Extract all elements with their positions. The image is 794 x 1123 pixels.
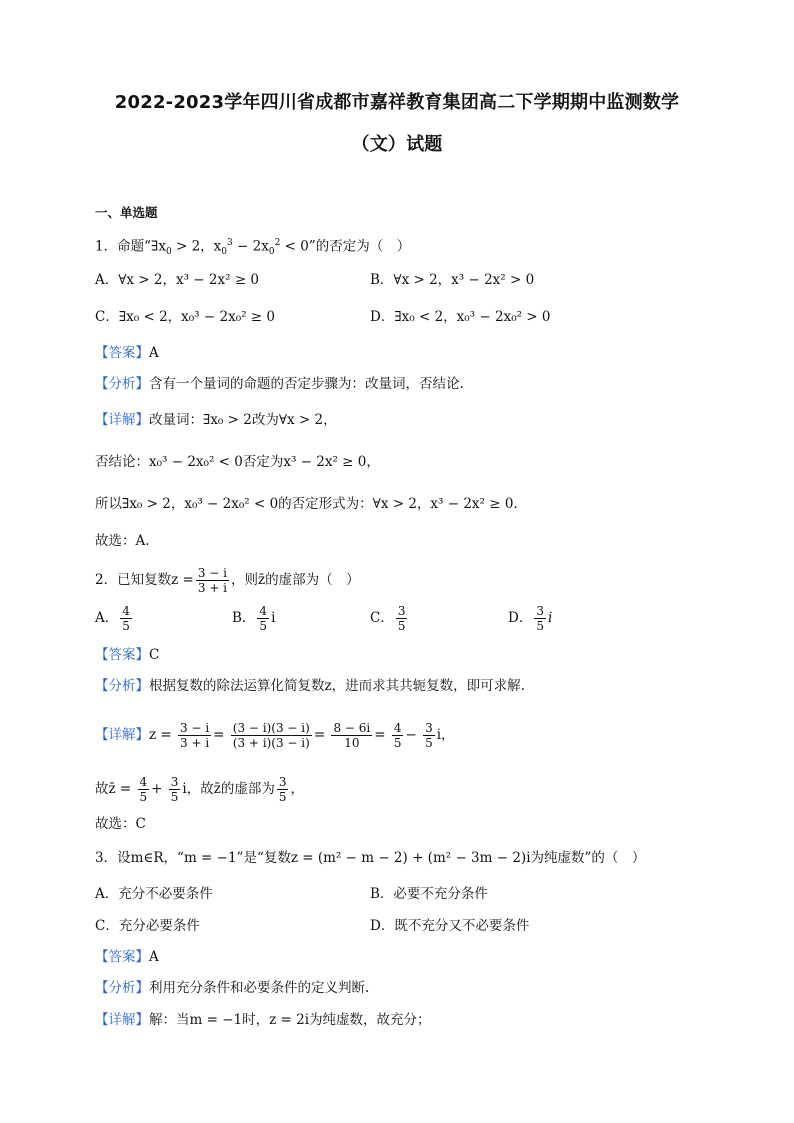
q2-analysis: 【分析】根据复数的除法运算化简复数z，进而求其共轭复数，即可求解. [95, 678, 525, 694]
q3-option-c: C．充分必要条件 [95, 918, 200, 934]
q1-detail-3: 所以∃x₀ > 2，x₀³ − 2x₀² < 0的否定形式为：∀x > 2，x³ − 2x² ≥ 0. [95, 496, 518, 512]
q2-answer: 【答案】C [95, 647, 160, 663]
q3-stem: 3．设m∈R，“m = −1”是“复数z = (m² − m − 2) + (m² − 3m − 2)i为纯虚数”的（ ） [95, 850, 646, 866]
q2-option-c: C． $\frac{3}{5}$ [370, 604, 406, 633]
q2-choose: 故选：C [95, 816, 146, 832]
q1-detail-1: 【详解】改量词：∃x₀ > 2改为∀x > 2， [95, 412, 337, 428]
q1-answer: 【答案】A [95, 345, 159, 361]
q1-detail-2: 否结论：x₀³ − 2x₀² < 0否定为x³ − 2x² ≥ 0， [95, 454, 380, 470]
q1-option-d: D．∃x₀ < 2，x₀³ − 2x₀² > 0 [370, 309, 551, 325]
q3-option-a: A．充分不必要条件 [95, 886, 213, 902]
q1-option-a: A．∀x > 2，x³ − 2x² ≥ 0 [95, 272, 260, 288]
q2-detail: 【详解】z = $\frac{3 - i}{3 + i}$ = $\frac{(3 - i)(3 - i)}{(3 + i)(3 - i)}$ = $\frac{8 - 6i}{10}$ = $\frac{4}{5}$ − $\frac{3}{5}$ i， [95, 721, 455, 750]
q3-answer: 【答案】A [95, 949, 159, 965]
q1-option-b: B．∀x > 2，x³ − 2x² > 0 [370, 272, 535, 288]
q3-option-d: D．既不充分又不必要条件 [370, 918, 530, 934]
doc-title-line1: 2022-2023学年四川省成都市嘉祥教育集团高二下学期期中监测数学 [114, 92, 680, 113]
q2-option-a: A． $\frac{4}{5}$ [95, 604, 130, 633]
q2-stem-fraction: $\frac{3 - i}{3 + i}$ [197, 566, 227, 595]
q2-option-d: D． $\frac{3}{5}$ i [508, 604, 553, 633]
q3-analysis: 【分析】利用充分条件和必要条件的定义判断. [95, 980, 370, 996]
q3-option-b: B．必要不充分条件 [370, 886, 488, 902]
q2-stem: 2．已知复数z = $\frac{3 - i}{3 + i}$ ，则z̄的虚部为（ ） [95, 566, 360, 595]
q2-option-b: B． $\frac{4}{5}$ i [232, 604, 276, 633]
q1-choose: 故选：A. [95, 533, 150, 549]
section-heading: 一、单选题 [95, 205, 158, 220]
q1-option-c: C．∃x₀ < 2，x₀³ − 2x₀² ≥ 0 [95, 309, 276, 325]
doc-title-line2: （文）试题 [351, 134, 443, 155]
q3-detail: 【详解】解：当m = −1时，z = 2i为纯虚数，故充分； [95, 1012, 431, 1028]
q1-analysis: 【分析】含有一个量词的命题的否定步骤为：改量词，否结论. [95, 376, 464, 392]
q1-stem: 1．命题“$\exists x_0 > 2$，$x_0^3 - 2x_0^2 < 0$”的否定为（ ） [95, 238, 411, 258]
q2-conclusion: 故z̄ = $\frac{4}{5}$ + $\frac{3}{5}$ i，故z̄的虚部为 $\frac{3}{5}$ ， [95, 775, 304, 804]
